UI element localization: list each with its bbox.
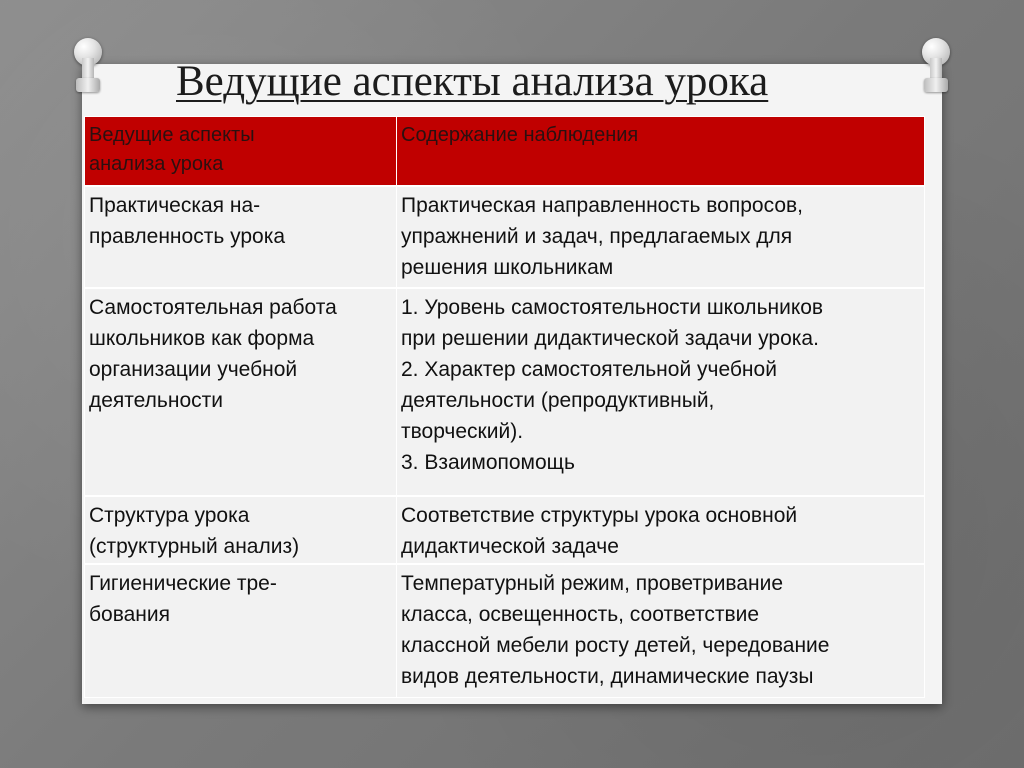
content-cell: 1. Уровень самостоятельности школьников при решении дидактической задачи урока. 2. Характер самостоятельной учебной деятельности (репродуктивный, творческий). 3. Взаимопомощь: [397, 288, 925, 496]
aspect-cell: Практическая на- правленность урока: [85, 186, 397, 288]
table-row: [85, 496, 925, 564]
aspect-cell: Структура урока (структурный анализ): [85, 496, 397, 564]
pushpin-right-icon: [918, 38, 954, 96]
header-content: Содержание наблюдения: [397, 117, 925, 187]
header-aspects: Ведущие аспекты анализа урока: [85, 117, 397, 187]
content-cell: Соответствие структуры урока основной дидактической задаче: [397, 496, 925, 564]
table-row: [85, 186, 925, 288]
aspect-cell: Гигиенические тре- бования: [85, 564, 397, 698]
aspects-table: [84, 116, 925, 698]
table-row: [85, 288, 925, 496]
slide-title: Ведущие аспекты анализа урока: [176, 58, 769, 105]
pushpin-left-icon: [70, 38, 106, 96]
content-cell: Практическая направленность вопросов, упражнений и задач, предлагаемых для решения школьникам: [397, 186, 925, 288]
table-header-row: [85, 117, 925, 187]
aspect-cell: Самостоятельная работа школьников как форма организации учебной деятельности: [85, 288, 397, 496]
content-cell: Температурный режим, проветривание класса, освещенность, соответствие классной мебели росту детей, чередование видов деятельности, динамические паузы: [397, 564, 925, 698]
table-row: [85, 564, 925, 698]
